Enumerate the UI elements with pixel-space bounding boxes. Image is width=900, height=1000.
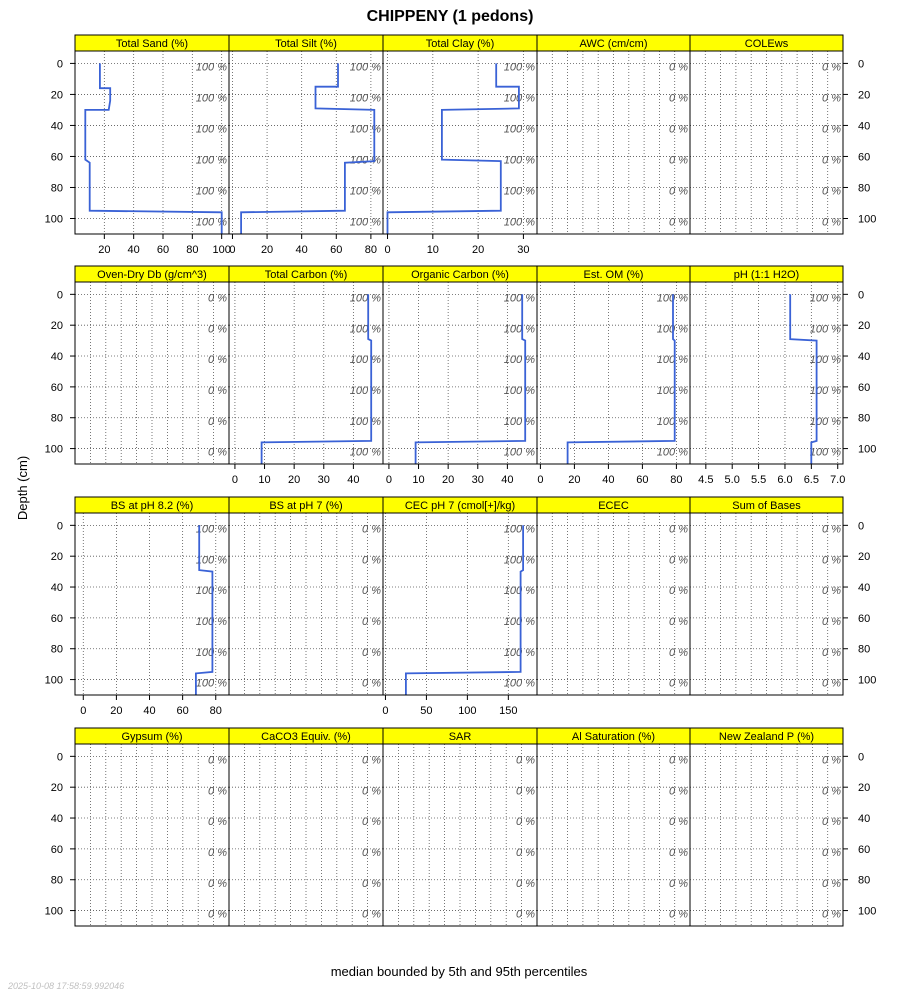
x-tick-label: 80 [670, 474, 683, 486]
chart-title: CHIPPENY (1 pedons) [366, 8, 534, 25]
x-tick-label: 0 [80, 705, 87, 717]
pct-label: 0 % [516, 754, 535, 767]
median-line [196, 525, 213, 695]
y-tick-label: 20 [858, 551, 871, 564]
panel [383, 266, 537, 486]
panel-strip-label: COLEws [744, 38, 789, 50]
pct-label: 100 % [503, 554, 535, 567]
x-tick-label: 0 [229, 244, 236, 256]
pct-label: 0 % [208, 446, 227, 459]
x-tick-label: 60 [176, 705, 189, 717]
pct-label: 100 % [349, 415, 381, 428]
pct-label: 100 % [349, 292, 381, 305]
panel-strip-label: Total Silt (%) [275, 38, 337, 50]
pct-label: 100 % [503, 585, 535, 598]
y-tick-label: 80 [858, 643, 871, 656]
pct-label: 0 % [669, 185, 688, 198]
panel-strip-label: Al Saturation (%) [571, 731, 656, 743]
pct-label: 100 % [195, 554, 227, 567]
pct-label: 0 % [669, 585, 688, 598]
panel [229, 266, 383, 486]
y-tick-label: 0 [56, 289, 63, 302]
x-tick-label: 20 [568, 474, 581, 486]
pct-label: 100 % [349, 92, 381, 105]
y-tick-label: 60 [858, 381, 871, 394]
x-tick-label: 4.5 [698, 474, 714, 486]
x-tick-label: 40 [347, 474, 360, 486]
x-tick-label: 20 [260, 244, 274, 256]
y-tick-label: 0 [56, 520, 63, 533]
pct-label: 0 % [822, 92, 841, 105]
panel-strip-label: Oven-Dry Db (g/cm^3) [97, 269, 207, 281]
pct-label: 0 % [669, 908, 688, 921]
y-axis-label: Depth (cm) [15, 455, 30, 521]
panel [45, 35, 231, 256]
pct-label: 0 % [208, 785, 227, 798]
y-tick-label: 100 [44, 674, 63, 687]
panel-strip-label: SAR [448, 731, 472, 743]
panel-strip-label: Gypsum (%) [121, 731, 183, 743]
x-tick-label: 100 [212, 244, 231, 256]
pct-label: 100 % [195, 123, 227, 136]
y-tick-label: 80 [858, 412, 871, 425]
y-tick-label: 40 [858, 582, 871, 595]
panel-frame [690, 282, 843, 464]
pct-label: 0 % [822, 61, 841, 74]
y-tick-label: 60 [50, 843, 63, 856]
pct-label: 0 % [822, 816, 841, 829]
panel-strip-label: Total Clay (%) [425, 38, 495, 50]
panel [45, 266, 229, 464]
pct-label: 0 % [822, 523, 841, 536]
pct-label: 100 % [349, 323, 381, 336]
y-tick-label: 100 [858, 443, 877, 456]
pct-label: 100 % [809, 292, 841, 305]
pct-label: 0 % [516, 846, 535, 859]
pct-label: 100 % [809, 323, 841, 336]
pct-label: 100 % [503, 323, 535, 336]
x-tick-label: 30 [471, 474, 484, 486]
pct-label: 100 % [349, 154, 381, 167]
pct-label: 0 % [208, 754, 227, 767]
pct-label: 0 % [822, 785, 841, 798]
pct-label: 100 % [195, 615, 227, 628]
x-tick-label: 30 [317, 474, 330, 486]
y-tick-label: 80 [50, 412, 63, 425]
pct-label: 100 % [503, 354, 535, 367]
pct-label: 0 % [822, 754, 841, 767]
panel-strip-label: Est. OM (%) [583, 269, 644, 281]
pct-label: 0 % [669, 92, 688, 105]
pct-label: 0 % [669, 877, 688, 890]
pct-label: 0 % [362, 677, 381, 690]
pct-label: 0 % [362, 646, 381, 659]
x-tick-label: 50 [420, 705, 433, 717]
x-tick-label: 20 [442, 474, 455, 486]
panel [690, 266, 876, 486]
panel [537, 266, 690, 486]
panel-strip-label: AWC (cm/cm) [579, 38, 648, 50]
y-tick-label: 40 [50, 351, 63, 364]
panel-strip-label: Total Carbon (%) [264, 269, 348, 281]
pct-label: 100 % [195, 646, 227, 659]
pct-label: 0 % [822, 185, 841, 198]
pct-label: 0 % [669, 785, 688, 798]
x-tick-label: 7.0 [830, 474, 846, 486]
x-tick-label: 6.0 [777, 474, 793, 486]
x-tick-label: 40 [501, 474, 514, 486]
x-tick-label: 0 [384, 244, 391, 256]
pct-label: 0 % [822, 615, 841, 628]
pct-label: 100 % [503, 292, 535, 305]
pct-label: 100 % [809, 354, 841, 367]
x-tick-label: 20 [288, 474, 301, 486]
pct-label: 0 % [362, 523, 381, 536]
x-axis-label: median bounded by 5th and 95th percentiles [330, 964, 588, 979]
pct-label: 0 % [822, 216, 841, 229]
panel-strip-label: New Zealand P (%) [718, 731, 815, 743]
pct-label: 0 % [822, 154, 841, 167]
panel-frame [537, 282, 690, 464]
pct-label: 100 % [195, 523, 227, 536]
pct-label: 100 % [195, 92, 227, 105]
pct-label: 100 % [503, 615, 535, 628]
x-tick-label: 80 [209, 705, 222, 717]
x-tick-label: 100 [458, 705, 477, 717]
pct-label: 100 % [195, 61, 227, 74]
panel [537, 728, 690, 926]
panel-frame [75, 51, 229, 234]
pct-label: 100 % [503, 523, 535, 536]
pct-label: 100 % [349, 61, 381, 74]
pct-label: 100 % [195, 585, 227, 598]
pct-label: 0 % [362, 785, 381, 798]
pct-label: 0 % [669, 816, 688, 829]
x-tick-label: 60 [156, 244, 170, 256]
y-tick-label: 20 [50, 551, 63, 564]
pct-label: 100 % [349, 446, 381, 459]
x-tick-label: 10 [426, 244, 439, 256]
x-tick-label: 5.0 [724, 474, 740, 486]
x-tick-label: 150 [499, 705, 518, 717]
x-tick-label: 6.5 [803, 474, 819, 486]
y-tick-label: 60 [858, 612, 871, 625]
pct-label: 100 % [503, 154, 535, 167]
y-tick-label: 0 [858, 751, 865, 764]
y-tick-label: 0 [56, 751, 63, 764]
panel [382, 497, 537, 717]
pct-label: 0 % [669, 523, 688, 536]
panel-strip-label: BS at pH 7 (%) [269, 500, 343, 512]
pct-label: 0 % [208, 292, 227, 305]
y-tick-label: 40 [50, 813, 63, 826]
pct-label: 0 % [669, 677, 688, 690]
pct-label: 100 % [195, 185, 227, 198]
pct-label: 100 % [809, 384, 841, 397]
y-tick-label: 0 [56, 58, 63, 71]
pct-label: 0 % [822, 877, 841, 890]
pct-label: 100 % [503, 61, 535, 74]
y-tick-label: 20 [858, 782, 871, 795]
y-tick-label: 100 [858, 213, 877, 226]
x-tick-label: 0 [537, 474, 544, 486]
pct-label: 100 % [503, 123, 535, 136]
y-tick-label: 80 [50, 182, 63, 195]
panel [690, 728, 876, 926]
pct-label: 0 % [208, 384, 227, 397]
y-tick-label: 60 [50, 612, 63, 625]
pct-label: 0 % [362, 754, 381, 767]
pct-label: 0 % [208, 877, 227, 890]
pct-label: 0 % [362, 908, 381, 921]
x-tick-label: 40 [143, 705, 156, 717]
timestamp-label: 2025-10-08 17:58:59.992046 [8, 981, 125, 991]
pct-label: 100 % [503, 415, 535, 428]
median-line [406, 525, 523, 695]
pct-label: 0 % [362, 615, 381, 628]
pct-label: 0 % [669, 846, 688, 859]
y-tick-label: 100 [44, 905, 63, 918]
pct-label: 0 % [669, 554, 688, 567]
x-tick-label: 10 [258, 474, 271, 486]
pct-label: 0 % [669, 615, 688, 628]
y-tick-label: 60 [50, 381, 63, 394]
pct-label: 0 % [669, 123, 688, 136]
pct-label: 100 % [656, 384, 688, 397]
median-line [388, 63, 519, 234]
pct-label: 100 % [349, 384, 381, 397]
x-tick-label: 40 [127, 244, 140, 256]
pct-label: 0 % [669, 754, 688, 767]
panel-strip-label: BS at pH 8.2 (%) [110, 500, 194, 512]
panel [45, 728, 229, 926]
x-tick-label: 80 [186, 244, 199, 256]
panel-frame [229, 282, 383, 464]
pct-label: 100 % [349, 123, 381, 136]
pct-label: 0 % [669, 61, 688, 74]
y-tick-label: 40 [50, 582, 63, 595]
y-tick-label: 60 [50, 151, 63, 164]
panel [690, 497, 876, 695]
median-line [262, 294, 372, 464]
y-tick-label: 40 [858, 813, 871, 826]
pct-label: 100 % [503, 646, 535, 659]
x-tick-label: 40 [602, 474, 615, 486]
x-tick-label: 30 [517, 244, 530, 256]
x-tick-label: 80 [364, 244, 378, 256]
panels-layer [45, 35, 877, 926]
x-tick-label: 60 [636, 474, 649, 486]
panel [537, 497, 690, 695]
pct-label: 100 % [503, 216, 535, 229]
y-tick-label: 100 [858, 905, 877, 918]
y-tick-label: 100 [44, 443, 63, 456]
pct-label: 0 % [822, 585, 841, 598]
pct-label: 0 % [362, 846, 381, 859]
x-tick-label: 20 [471, 244, 485, 256]
panel-strip-label: Sum of Bases [732, 500, 801, 512]
x-tick-label: 0 [385, 474, 392, 486]
pct-label: 0 % [822, 908, 841, 921]
panel-strip-label: pH (1:1 H2O) [733, 269, 800, 281]
pct-label: 0 % [822, 123, 841, 136]
pct-label: 0 % [516, 877, 535, 890]
pct-label: 0 % [822, 677, 841, 690]
pct-label: 100 % [503, 677, 535, 690]
pct-label: 0 % [669, 216, 688, 229]
pct-label: 100 % [349, 216, 381, 229]
pct-label: 0 % [822, 846, 841, 859]
y-tick-label: 40 [858, 351, 871, 364]
pct-label: 100 % [503, 446, 535, 459]
y-tick-label: 80 [50, 643, 63, 656]
pct-label: 100 % [503, 92, 535, 105]
panel-strip-label: Organic Carbon (%) [411, 269, 509, 281]
panel [229, 35, 383, 256]
y-tick-label: 0 [858, 58, 865, 71]
y-tick-label: 60 [858, 151, 871, 164]
pct-label: 0 % [822, 554, 841, 567]
pct-label: 100 % [809, 415, 841, 428]
panel [45, 497, 229, 717]
median-line [568, 294, 675, 464]
x-tick-label: 20 [110, 705, 123, 717]
pct-label: 100 % [656, 415, 688, 428]
panel [690, 35, 876, 234]
pct-label: 100 % [503, 185, 535, 198]
pct-label: 0 % [362, 585, 381, 598]
pct-label: 100 % [503, 384, 535, 397]
pct-label: 100 % [195, 677, 227, 690]
pct-label: 0 % [208, 323, 227, 336]
pct-label: 0 % [516, 908, 535, 921]
pct-label: 0 % [362, 554, 381, 567]
y-tick-label: 80 [50, 874, 63, 887]
median-line [790, 294, 816, 464]
y-tick-label: 0 [858, 520, 865, 533]
x-tick-label: 0 [231, 474, 238, 486]
median-line [85, 63, 221, 234]
median-line [241, 63, 374, 234]
pct-label: 0 % [669, 154, 688, 167]
pct-label: 0 % [208, 908, 227, 921]
panel [383, 35, 537, 256]
panel [229, 497, 383, 695]
pct-label: 0 % [362, 816, 381, 829]
y-tick-label: 100 [858, 674, 877, 687]
pct-label: 0 % [208, 846, 227, 859]
pct-label: 100 % [656, 292, 688, 305]
panel-frame [383, 513, 537, 695]
pct-label: 0 % [208, 415, 227, 428]
y-tick-label: 40 [50, 120, 63, 133]
y-tick-label: 80 [858, 874, 871, 887]
pct-label: 100 % [809, 446, 841, 459]
pct-label: 100 % [656, 446, 688, 459]
x-tick-label: 40 [295, 244, 308, 256]
pct-label: 100 % [656, 323, 688, 336]
x-tick-label: 10 [412, 474, 425, 486]
panel-strip-label: CEC pH 7 (cmol[+]/kg) [404, 500, 516, 512]
pct-label: 0 % [208, 816, 227, 829]
pct-label: 100 % [195, 154, 227, 167]
x-tick-label: 60 [330, 244, 343, 256]
panel [537, 35, 690, 234]
panel [229, 728, 383, 926]
pct-label: 100 % [349, 185, 381, 198]
x-tick-label: 5.5 [750, 474, 767, 486]
y-tick-label: 0 [858, 289, 865, 302]
pct-label: 0 % [362, 877, 381, 890]
pct-label: 100 % [349, 354, 381, 367]
pct-label: 100 % [195, 216, 227, 229]
x-tick-label: 0 [382, 705, 389, 717]
y-tick-label: 20 [858, 89, 871, 102]
pct-label: 0 % [669, 646, 688, 659]
panel-frame [383, 51, 537, 234]
panel-strip-label: Total Sand (%) [115, 38, 189, 50]
pct-label: 0 % [516, 816, 535, 829]
y-tick-label: 20 [50, 89, 63, 102]
panel-frame [383, 282, 537, 464]
y-tick-label: 20 [858, 320, 871, 333]
y-tick-label: 20 [50, 320, 63, 333]
y-tick-label: 40 [858, 120, 871, 133]
panel-frame [75, 513, 229, 695]
median-line [416, 294, 526, 464]
pct-label: 0 % [208, 354, 227, 367]
y-tick-label: 100 [44, 213, 63, 226]
panel [383, 728, 537, 926]
y-tick-label: 20 [50, 782, 63, 795]
x-tick-label: 20 [98, 244, 111, 256]
panel-strip-label: ECEC [598, 500, 629, 512]
y-tick-label: 80 [858, 182, 871, 195]
panel-strip-label: CaCO3 Equiv. (%) [261, 731, 351, 743]
pct-label: 0 % [822, 646, 841, 659]
y-tick-label: 60 [858, 843, 871, 856]
pct-label: 100 % [656, 354, 688, 367]
panel-frame [229, 51, 383, 234]
pct-label: 0 % [516, 785, 535, 798]
